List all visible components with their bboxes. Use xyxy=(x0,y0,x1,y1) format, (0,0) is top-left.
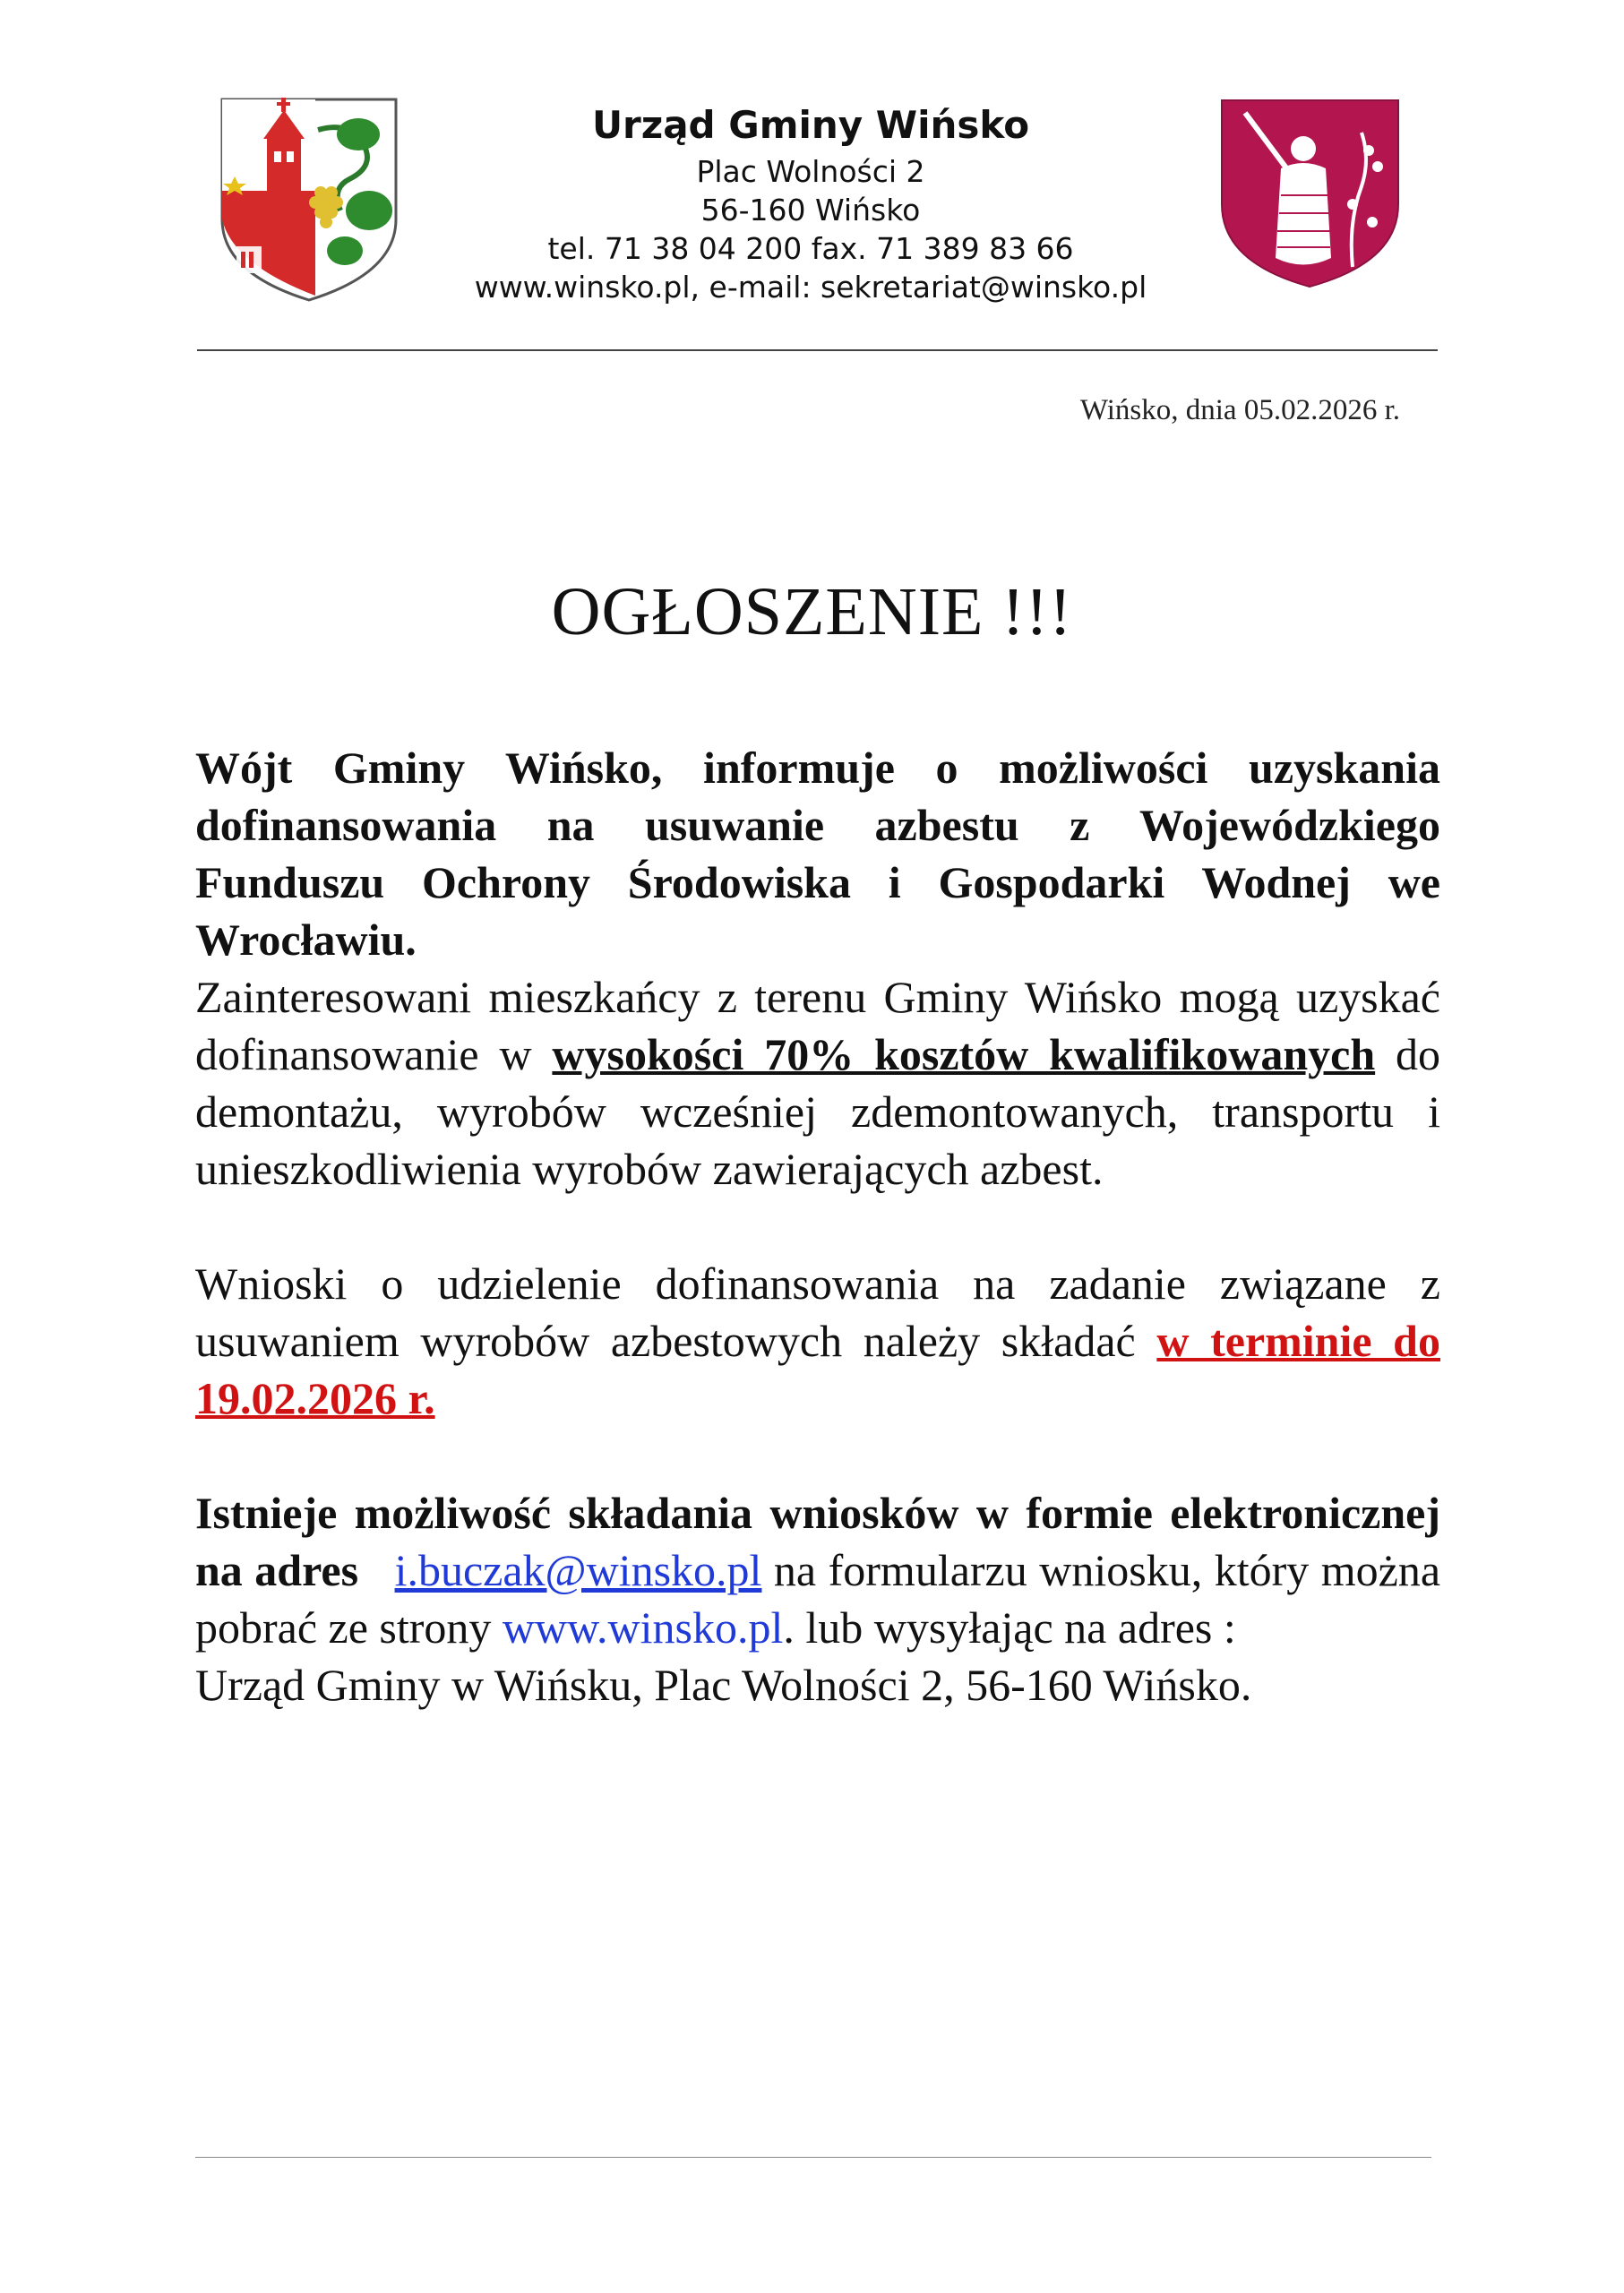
deadline-text: Wnioski o udzielenie dofinansowania na zadanie związane z usuwaniem wyrobów azbestowych należy składać xyxy=(195,1258,1440,1366)
knight-coat-of-arms-icon xyxy=(1218,97,1402,289)
office-name: Urząd Gminy Wińsko xyxy=(591,103,1030,147)
submission-mid-text: na formularzu wniosku, który można pobrać ze strony xyxy=(195,1545,1441,1653)
footer-divider xyxy=(195,2157,1431,2158)
email-link[interactable]: i.buczak@winsko.pl xyxy=(394,1545,762,1595)
announcement-title: OGŁOSZENIE !!! xyxy=(551,574,1073,649)
office-street: Plac Wolności 2 xyxy=(696,154,925,189)
submission-after-text: . lub wysyłając na adres : xyxy=(783,1602,1236,1653)
office-web-email: www.winsko.pl, e-mail: sekretariat@winsko.pl xyxy=(474,270,1147,305)
announcement-body xyxy=(195,739,1440,1713)
deadline-date: w terminie do 19.02.2026 r. xyxy=(195,1316,1440,1423)
funding-paragraph xyxy=(195,968,1440,1198)
funding-text-before: Zainteresowani mieszkańcy z terenu Gminy Wińsko mogą uzyskać dofinansowanie w xyxy=(195,972,1440,1079)
submission-paragraph xyxy=(195,1484,1440,1656)
office-phone-fax: tel. 71 38 04 200 fax. 71 389 83 66 xyxy=(547,231,1074,266)
submission-bold-text: Istnieje możliwość składania wniosków w formie elektronicznej na adres xyxy=(195,1488,1440,1595)
office-city: 56-160 Wińsko xyxy=(700,193,921,228)
header-divider xyxy=(197,349,1438,351)
letterhead xyxy=(0,0,1624,376)
deadline-paragraph xyxy=(195,1255,1440,1427)
winsko-coat-of-arms-icon xyxy=(215,94,403,305)
website-link[interactable]: www.winsko.pl xyxy=(502,1602,784,1653)
postal-address: Urząd Gminy w Wińsku, Plac Wolności 2, 56-160 Wińsko. xyxy=(195,1660,1252,1710)
document-date: Wińsko, dnia 05.02.2026 r. xyxy=(1079,394,1400,426)
funding-percentage: wysokości 70% kosztów kwalifikowanych xyxy=(552,1029,1376,1079)
funding-text-after: do demontażu, wyrobów wcześniej zdemontowanych, transportu i unieszkodliwienia wyrobów zawierających azbest. xyxy=(195,1029,1440,1194)
intro-paragraph: Wójt Gminy Wińsko, informuje o możliwości uzyskania dofinansowania na usuwanie azbestu z Wojewódzkiego Funduszu Ochrony Środowiska i Gospodarki Wodnej we Wrocławiu. xyxy=(195,743,1440,965)
office-address-block xyxy=(403,99,1218,306)
